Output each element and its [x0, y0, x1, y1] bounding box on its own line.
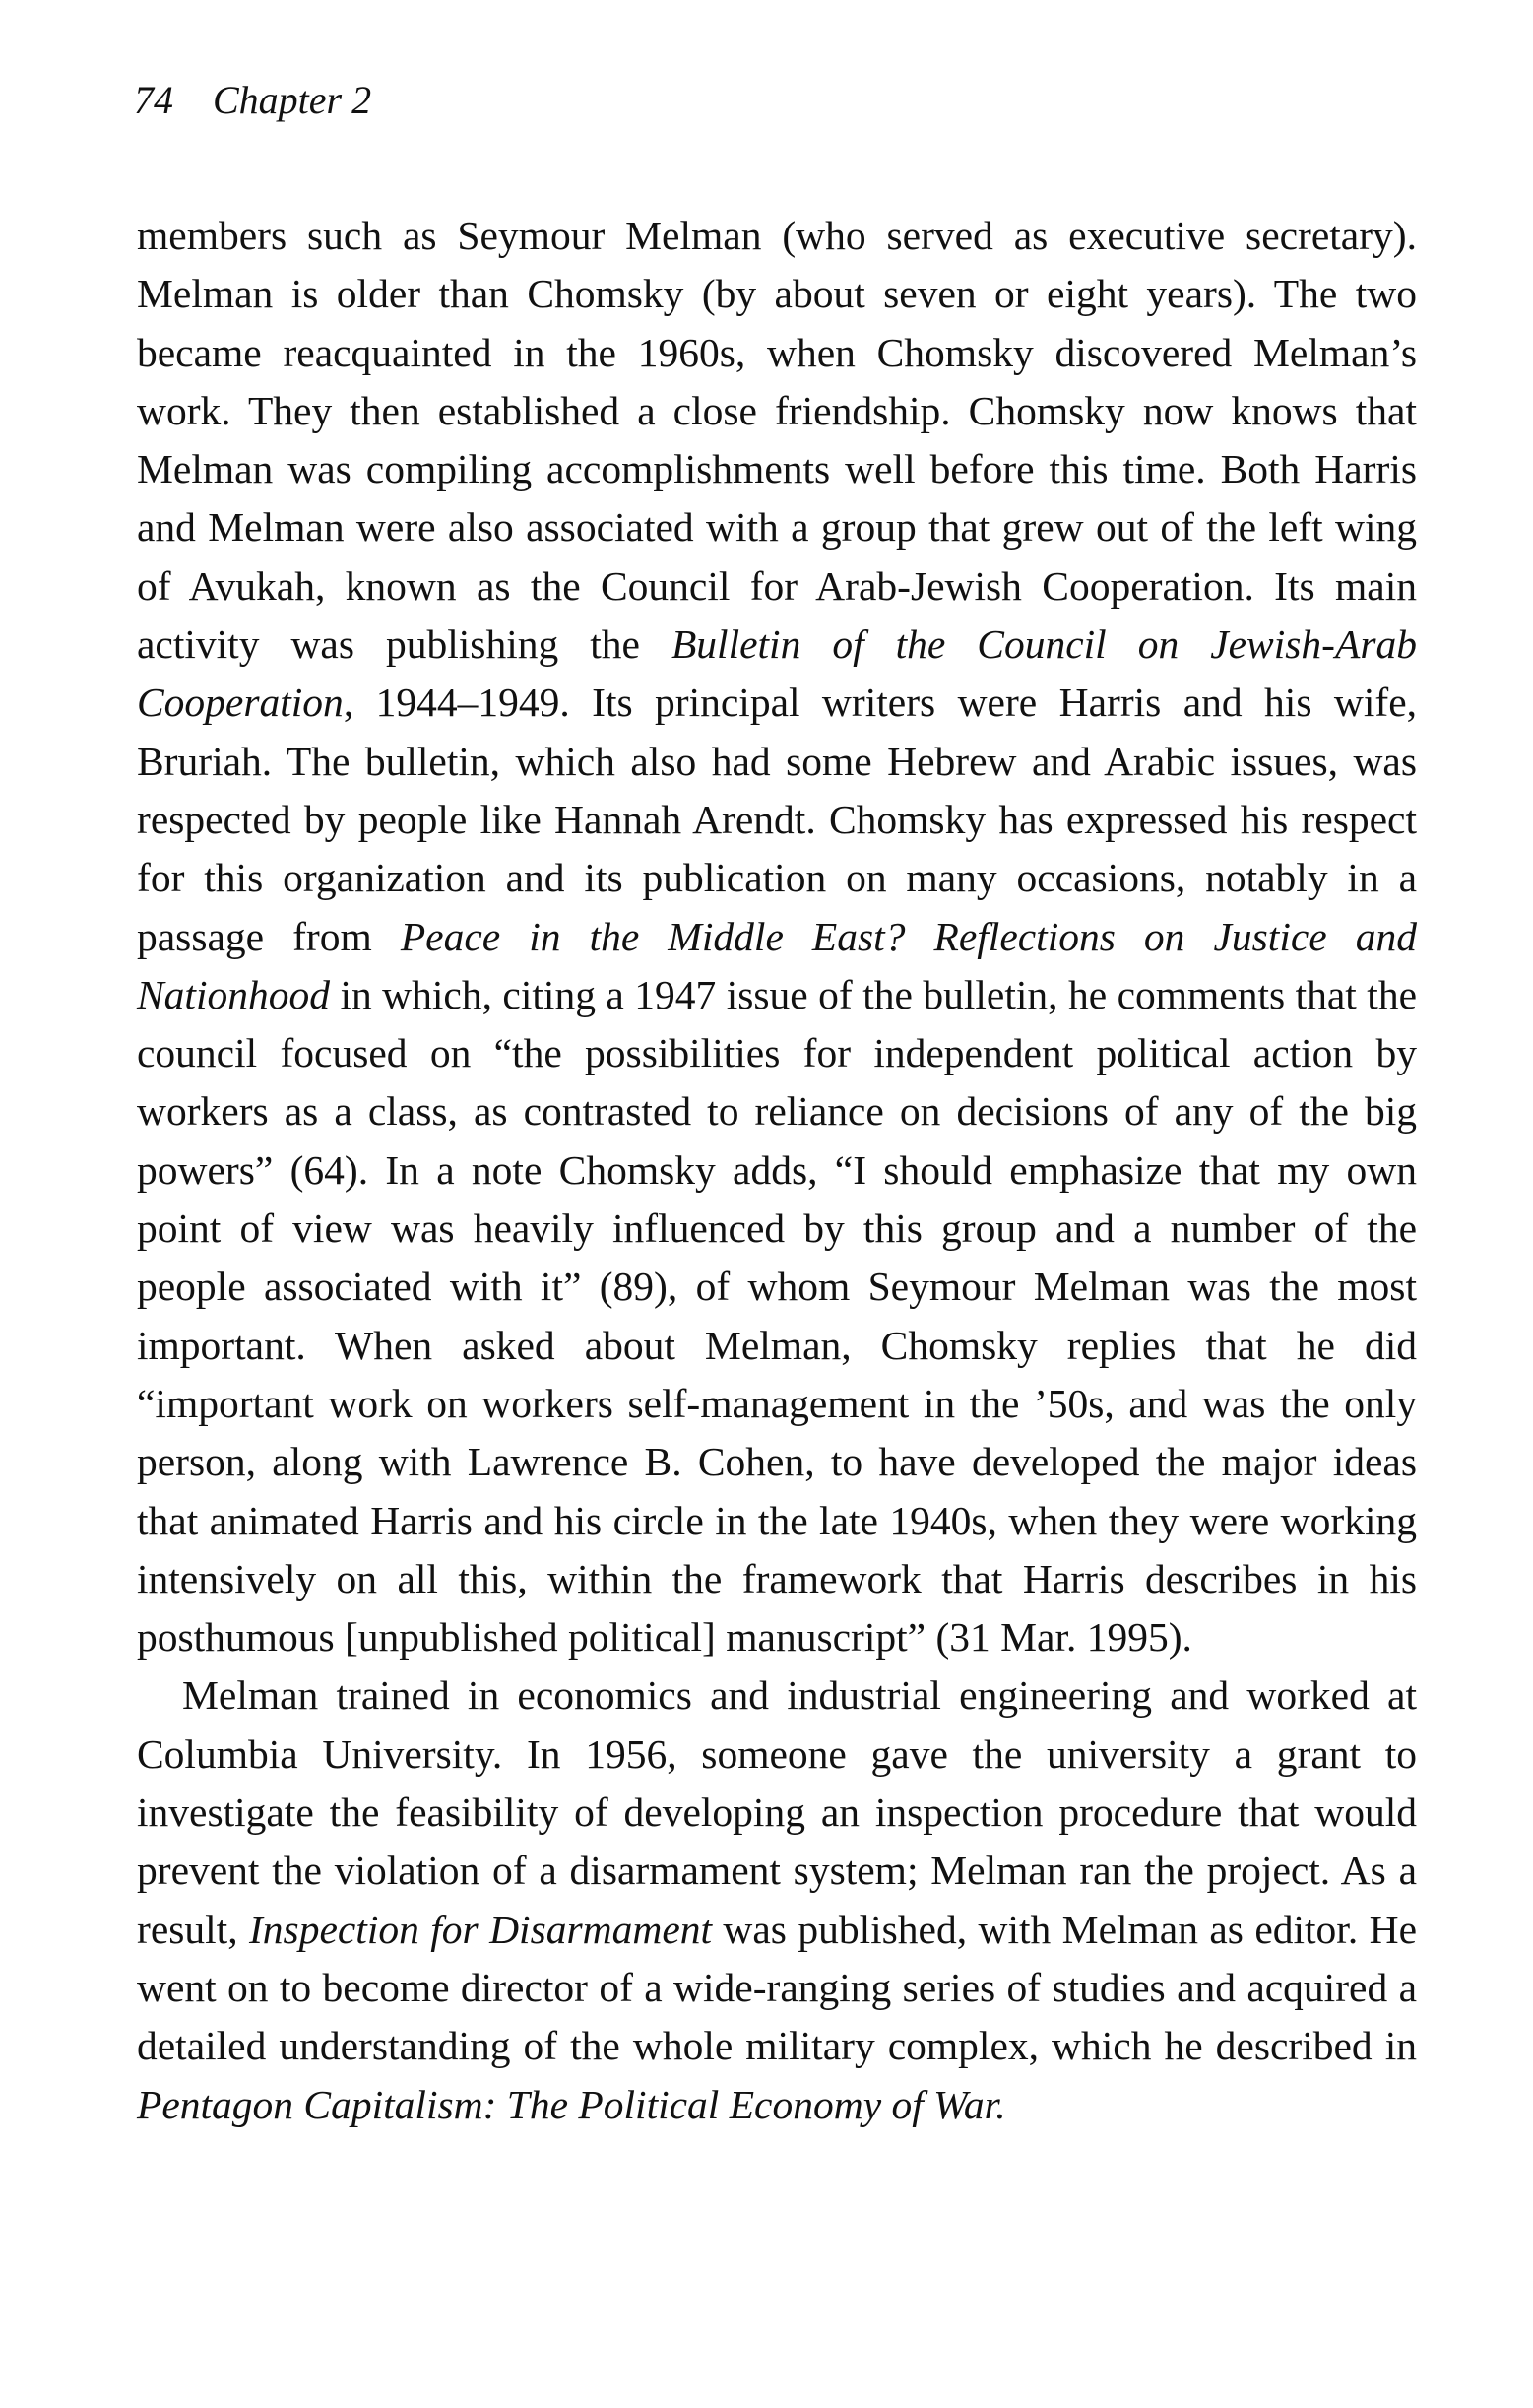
paragraph: [137, 207, 1417, 1666]
italic-title: Peace in the Middle East? Reflections on Justice and Nationhood: [137, 913, 1417, 1017]
italic-title: Pentagon Capitalism: The Political Economy of War.: [137, 2081, 1006, 2127]
text-run: was published, with Melman as editor. He went on to become director of a wide-ranging series of studies and acquired a detailed understanding of the whole military complex, which he described in: [137, 1906, 1418, 2069]
chapter-title: Chapter 2: [213, 78, 372, 122]
running-head: [134, 77, 371, 124]
italic-title: Inspection for Disarmament: [248, 1906, 713, 1952]
text-run: , 1944–1949. Its principal writers were Harris and his wife, Bruriah. The bulletin, which also had some Hebrew and Arabic issues, was respected by people like Hannah Arendt. Chomsky has expressed his respect for this organization and its publication on many occasions, notably in a passage from: [137, 680, 1417, 959]
text-run: in which, citing a 1947 issue of the bulletin, he comments that the council focused on “the possibilities for independent political action by workers as a class, as contrasted to reliance on decisions of any of the big powers” (64). In a note Chomsky adds, “I should emphasize that my own point of view was heavily influenced by this group and a number of the people associated with it” (89), of whom Seymour Melman was the most important. When asked about Melman, Chomsky replies that he did “important work on workers self-management in the ’50s, and was the only person, along with Lawrence B. Cohen, to have developed the major ideas that animated Harris and his circle in the late 1940s, when they were working intensively on all this, within the framework that Harris describes in his posthumous [unpublished political] manuscript” (31 Mar. 1995).: [137, 971, 1417, 1660]
body-text: [137, 207, 1417, 2134]
text-run: members such as Seymour Melman (who served as executive secretary). Melman is older than Chomsky (by about seven or eight years). The two became reacquainted in the 1960s, when Chomsky discovered Melman’s work. They then established a close friendship. Chomsky now knows that Melman was compiling accomplishments well before this time. Both Harris and Melman were also associated with a group that grew out of the left wing of Avukah, known as the Council for Arab-Jewish Cooperation. Its main activity was publishing the: [137, 213, 1417, 668]
page-number: 74: [134, 78, 173, 122]
paragraph: [137, 1666, 1417, 2133]
text-run: Melman trained in economics and industrial engineering and worked at Columbia University. In 1956, someone gave the university a grant to investigate the feasibility of developing an inspection procedure that would prevent the violation of a disarmament system; Melman ran the project. As a result,: [137, 1672, 1417, 1952]
italic-title: Bulletin of the Council on Jewish-Arab Cooperation: [137, 621, 1417, 726]
